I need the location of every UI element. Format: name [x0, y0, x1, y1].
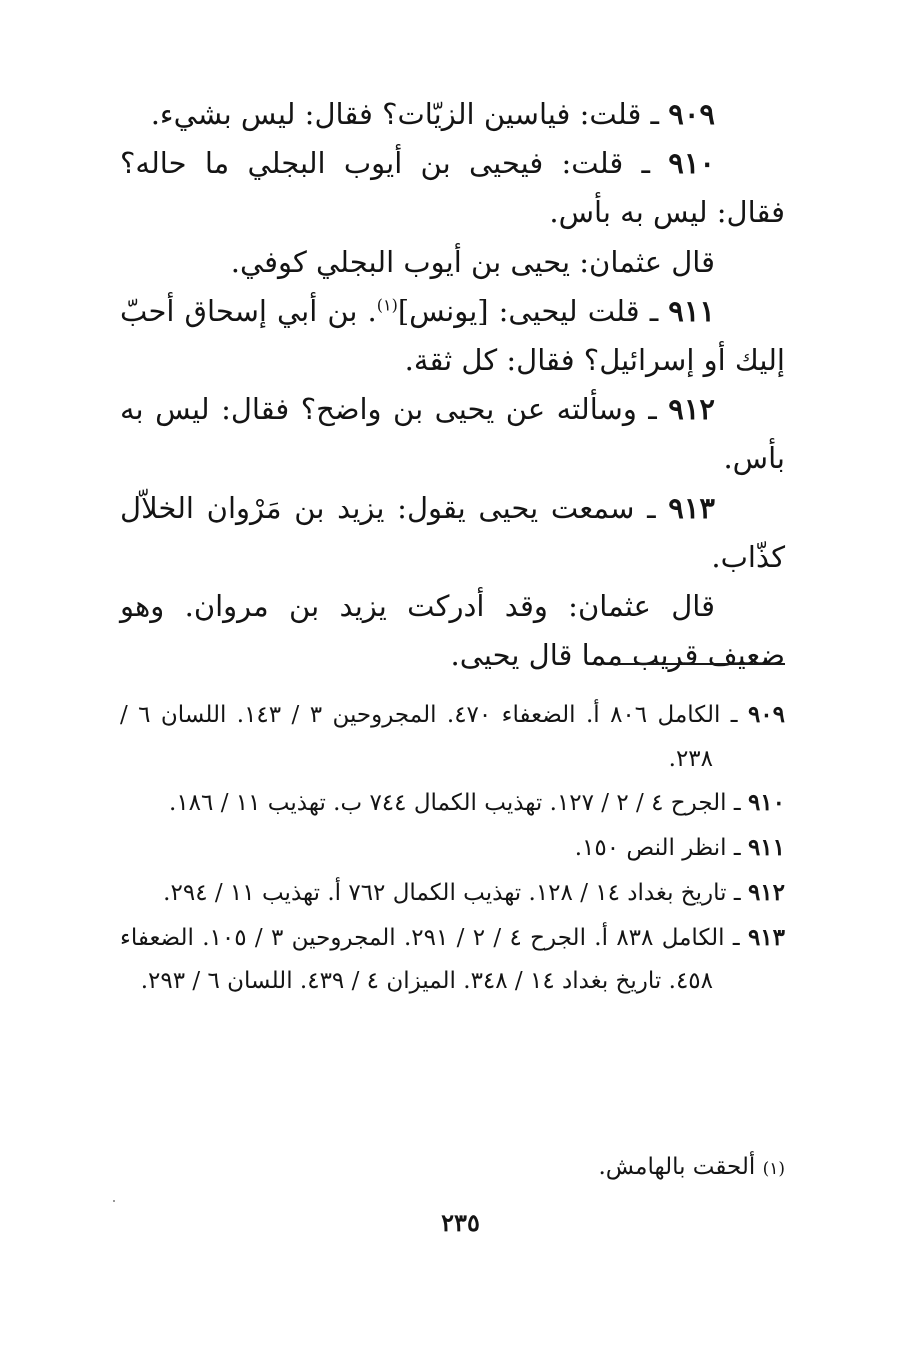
- footnote-text: ألحقت بالهامش.: [598, 1154, 756, 1180]
- note-text: ـ الكامل ٨٠٦ أ. الضعفاء ٤٧٠. المجروحين ٣ / ١٤٣. اللسان ٦ / ٢٣٨.: [120, 702, 738, 772]
- note-text: ـ تاريخ بغداد ١٤ / ١٢٨. تهذيب الكمال ٧٦٢ أ. تهذيب ١١ / ٢٩٤.: [163, 879, 741, 906]
- note-number: ٩١٣: [747, 923, 785, 951]
- source-note-909: [120, 693, 785, 781]
- note-text: ـ الجرح ٤ / ٢ / ١٢٧. تهذيب الكمال ٧٤٤ ب. تهذيب ١١ / ١٨٦.: [169, 790, 741, 817]
- entry-text: ـ سمعت يحيى يقول: يزيد بن مَرْوان الخلاّل كذّاب.: [120, 490, 785, 574]
- note-number: ٩١٢: [747, 878, 785, 906]
- note-number: ٩١١: [747, 834, 785, 862]
- entry-text: ـ قلت ليحيى: [يونس]: [397, 293, 659, 328]
- uthman-comment-913: [120, 582, 785, 680]
- page-footnote: [599, 1150, 786, 1186]
- note-text: ـ انظر النص ١٥٠.: [574, 835, 741, 862]
- footnote-marker: (١): [376, 295, 398, 315]
- entry-911: [120, 287, 785, 385]
- note-number: ٩١٠: [747, 789, 785, 817]
- entry-text: قال عثمان: وقد أدركت يزيد بن مروان. وهو ضعيف قريب مما قال يحيى.: [120, 589, 785, 673]
- source-note-910: [120, 781, 785, 826]
- source-note-912: [120, 871, 785, 916]
- footnote-mark: (١): [762, 1159, 785, 1179]
- main-text: [120, 90, 785, 680]
- note-number: ٩٠٩: [747, 701, 785, 728]
- footnote-separator: [610, 663, 785, 665]
- entry-number: ٩١٠: [668, 146, 716, 181]
- source-note-911: [120, 826, 785, 871]
- entry-number: ٩١١: [668, 293, 715, 328]
- margin-speck: [113, 1200, 115, 1202]
- entry-number: ٩١٢: [668, 392, 715, 427]
- entry-number: ٩١٣: [668, 490, 715, 525]
- entry-text: ـ قلت: فيحيى بن أيوب البجلي ما حاله؟ فقال: ليس به بأس.: [120, 146, 785, 230]
- entry-text: ـ وسألته عن يحيى بن واضح؟ فقال: ليس به بأس.: [120, 392, 785, 476]
- uthman-comment-910: [120, 238, 785, 287]
- entry-909: [120, 90, 785, 139]
- entry-text: ـ قلت: فياسين الزيّات؟ فقال: ليس بشيء.: [150, 97, 660, 131]
- source-note-913: [120, 916, 785, 1004]
- entry-text: قال عثمان: يحيى بن أيوب البجلي كوفي.: [230, 244, 715, 279]
- entry-number: ٩٠٩: [668, 97, 715, 131]
- page-number: ٢٣٥: [441, 1208, 480, 1237]
- entry-913: [120, 484, 785, 582]
- entry-text-continued: . بن أبي إسحاق أحبّ إليك أو إسرائيل؟ فقال: كل ثقة.: [120, 293, 785, 378]
- note-text: ـ الكامل ٨٣٨ أ. الجرح ٤ / ٢ / ٢٩١. المجروحين ٣ / ١٠٥. الضعفاء ٤٥٨. تاريخ بغداد ١٤ / ٣٤٨. الميزان ٤ / ٤٣٩. اللسان ٦ / ٢٩٣.: [120, 924, 740, 995]
- entry-910: [120, 139, 785, 237]
- source-notes: [120, 693, 785, 1004]
- entry-912: [120, 385, 785, 483]
